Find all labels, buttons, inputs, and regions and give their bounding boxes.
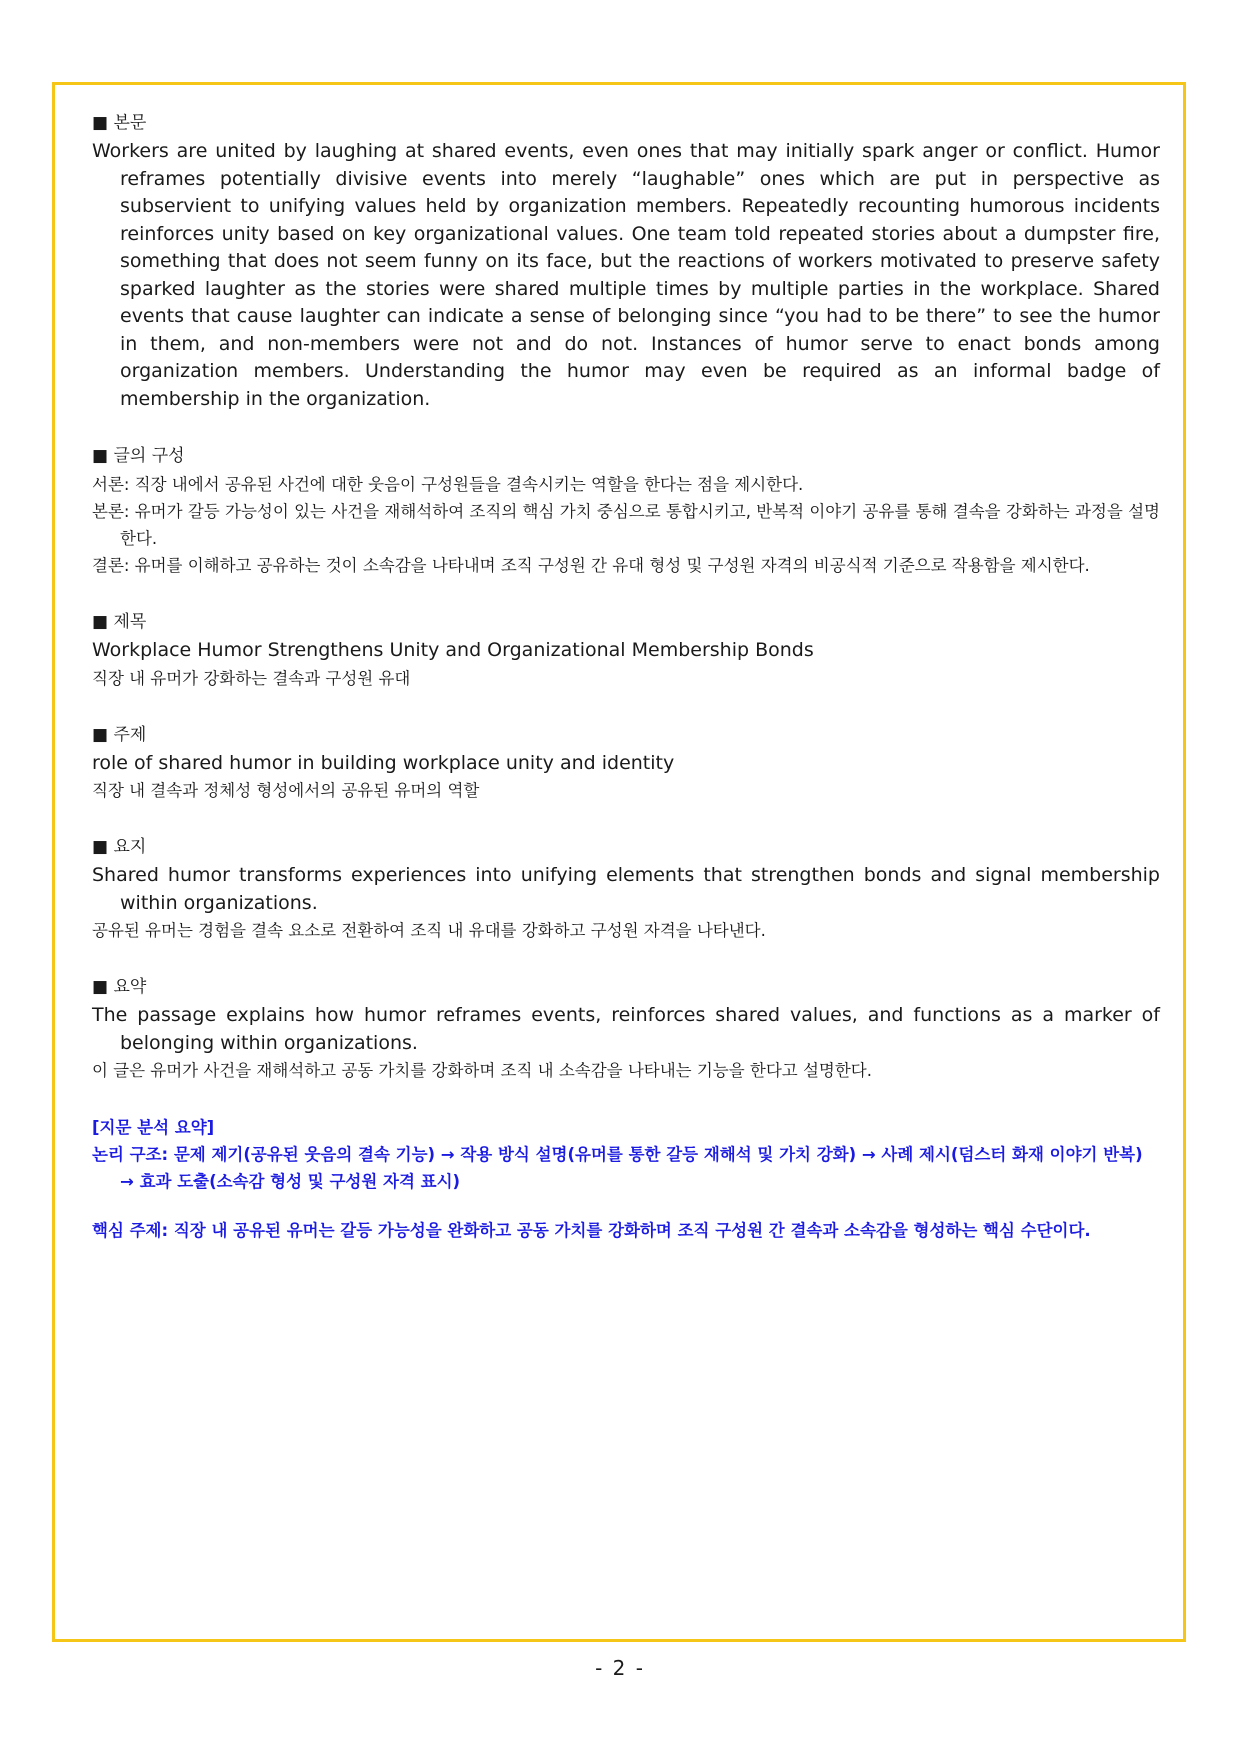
document-content (92, 110, 1160, 1274)
gist-label: ■ 요지 (92, 837, 147, 857)
structure-main: 본론: 유머가 갈등 가능성이 있는 사건을 재해석하여 조직의 핵심 가치 중심으로 통합시키고, 반복적 이야기 공유를 통해 결속을 강화하는 과정을 설명한다. (92, 502, 1160, 548)
topic-en: role of shared humor in building workplace unity and identity (92, 751, 675, 774)
title-ko: 직장 내 유머가 강화하는 결속과 구성원 유대 (92, 668, 411, 688)
body-section (92, 110, 1160, 413)
summary-section (92, 974, 1160, 1084)
title-label: ■ 제목 (92, 612, 147, 632)
analysis-logic: 논리 구조: 문제 제기(공유된 웃음의 결속 기능) → 작용 방식 설명(유머를 통한 갈등 재해석 및 가치 강화) → 사례 제시(덤스터 화재 이야기 반복) → 효과 도출(소속감 형성 및 구성원 자격 표시) (92, 1145, 1143, 1191)
gist-section (92, 834, 1160, 944)
structure-section (92, 443, 1160, 579)
summary-ko: 이 글은 유머가 사건을 재해석하고 공동 가치를 강화하며 조직 내 소속감을 나타내는 기능을 한다고 설명한다. (92, 1061, 872, 1080)
summary-en: The passage explains how humor reframes events, reinforces shared values, and functions as a marker of belonging within organizations. (92, 1004, 1160, 1054)
page-number: - 2 - (595, 1656, 645, 1680)
structure-conclusion: 결론: 유머를 이해하고 공유하는 것이 소속감을 나타내며 조직 구성원 간 유대 형성 및 구성원 자격의 비공식적 기준으로 작용함을 제시한다. (92, 556, 1090, 575)
title-en: Workplace Humor Strengthens Unity and Organizational Membership Bonds (92, 639, 814, 661)
structure-label: ■ 글의 구성 (92, 446, 185, 466)
topic-label: ■ 주제 (92, 724, 147, 745)
title-section (92, 609, 1160, 692)
body-text: Workers are united by laughing at shared events, even ones that may initially spark anger or conflict. Humor reframes potentially divisive events into merely “laughable” ones which are put in perspective as subservient to unifying values held by organization members. Repeatedly recounting humorous incidents reinforces unity based on key organizational values. One team told repeated stories about a dumpster fire, something that does not seem funny on its face, but the reactions of workers motivated to preserve safety sparked laughter as the stories were shared multiple times by multiple parties in the workplace. Shared events that cause laughter can indicate a sense of belonging since “you had to be there” to see the humor in them, and non-members were not and do not. Instances of humor serve to enact bonds among organization members. Understanding the humor may even be required as an informal badge of membership in the organization. (92, 140, 1160, 410)
gist-en: Shared humor transforms experiences into unifying elements that strengthen bonds and signal membership within organizations. (92, 864, 1160, 914)
summary-label: ■ 요약 (92, 977, 147, 997)
topic-ko: 직장 내 결속과 정체성 형성에서의 공유된 유머의 역할 (92, 781, 480, 800)
structure-intro: 서론: 직장 내에서 공유된 사건에 대한 웃음이 구성원들을 결속시키는 역할을 한다는 점을 제시한다. (92, 475, 804, 494)
analysis-heading: [지문 분석 요약] (92, 1118, 215, 1137)
analysis-section (92, 1114, 1160, 1244)
body-label: ■ 본문 (92, 113, 147, 133)
gist-ko: 공유된 유머는 경험을 결속 요소로 전환하여 조직 내 유대를 강화하고 구성원 자격을 나타낸다. (92, 921, 766, 940)
topic-section (92, 722, 1160, 805)
analysis-core: 핵심 주제: 직장 내 공유된 유머는 갈등 가능성을 완화하고 공동 가치를 강화하며 조직 구성원 간 결속과 소속감을 형성하는 핵심 수단이다. (92, 1221, 1091, 1240)
